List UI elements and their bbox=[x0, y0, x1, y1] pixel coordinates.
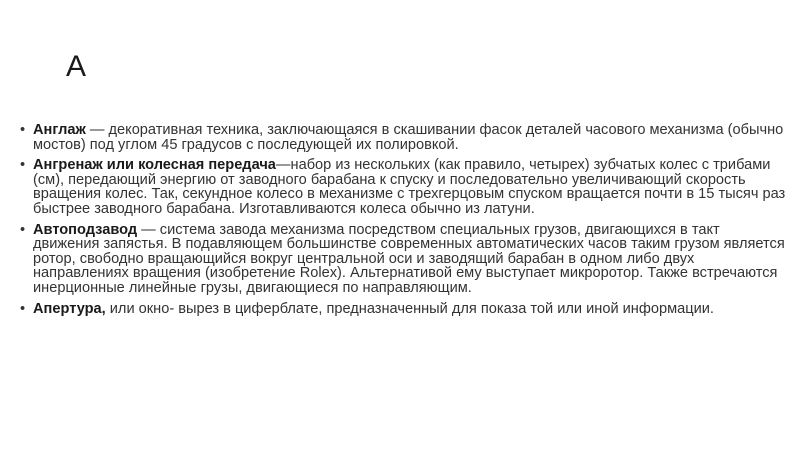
term-label: Ангренаж или колесная передача bbox=[33, 157, 276, 174]
list-item-anglage bbox=[20, 123, 790, 152]
term-definition: — декоративная техника, заключающаяся в скашивании фасок деталей часового механизма (обычно мостов) под углом 45 градусов с последующей их полировкой. bbox=[33, 122, 784, 153]
term-definition: — система завода механизма посредством специальных грузов, двигающихся в такт движения запястья. В подавляющем большинстве современных автоматических часов таким грузом является ротор, свободно вращающийся вокруг центральной оси и заводящий барабан в одном либо двух направлениях вращения (изобретение Rolex). Альтернативой ему выступает микроротор. Также встречаются инерционные линейные грузы, двигающиеся по направляющим. bbox=[33, 221, 785, 296]
list-item-automatic-winding bbox=[20, 223, 790, 296]
term-definition: —набор из нескольких (как правило, четырех) зубчатых колес с трибами (см), передающий энергию от заводного барабана к спуску и последовательно увеличивающий скорость вращения колес. Так, секундное колесо в механизме с трехгерцовым спуском вращается почти в 15 тысяч раз быстрее заводного барабана. Изготавливаются колеса обычно из латуни. bbox=[33, 157, 786, 217]
term-label: Апертура, bbox=[33, 300, 106, 317]
list-item-aperture bbox=[20, 302, 790, 317]
slide-title: А bbox=[66, 50, 87, 83]
glossary-list bbox=[20, 123, 790, 322]
term-label: Автоподзавод bbox=[33, 221, 138, 238]
term-label: Англаж bbox=[33, 122, 86, 138]
bullet-icon: • bbox=[20, 300, 26, 317]
bullet-icon: • bbox=[20, 122, 26, 138]
bullet-icon: • bbox=[20, 221, 26, 238]
term-definition: или окно- вырез в циферблате, предназначенный для показа той или иной информации. bbox=[105, 300, 714, 317]
list-item-gear-train bbox=[20, 158, 790, 216]
bullet-icon: • bbox=[20, 157, 26, 174]
